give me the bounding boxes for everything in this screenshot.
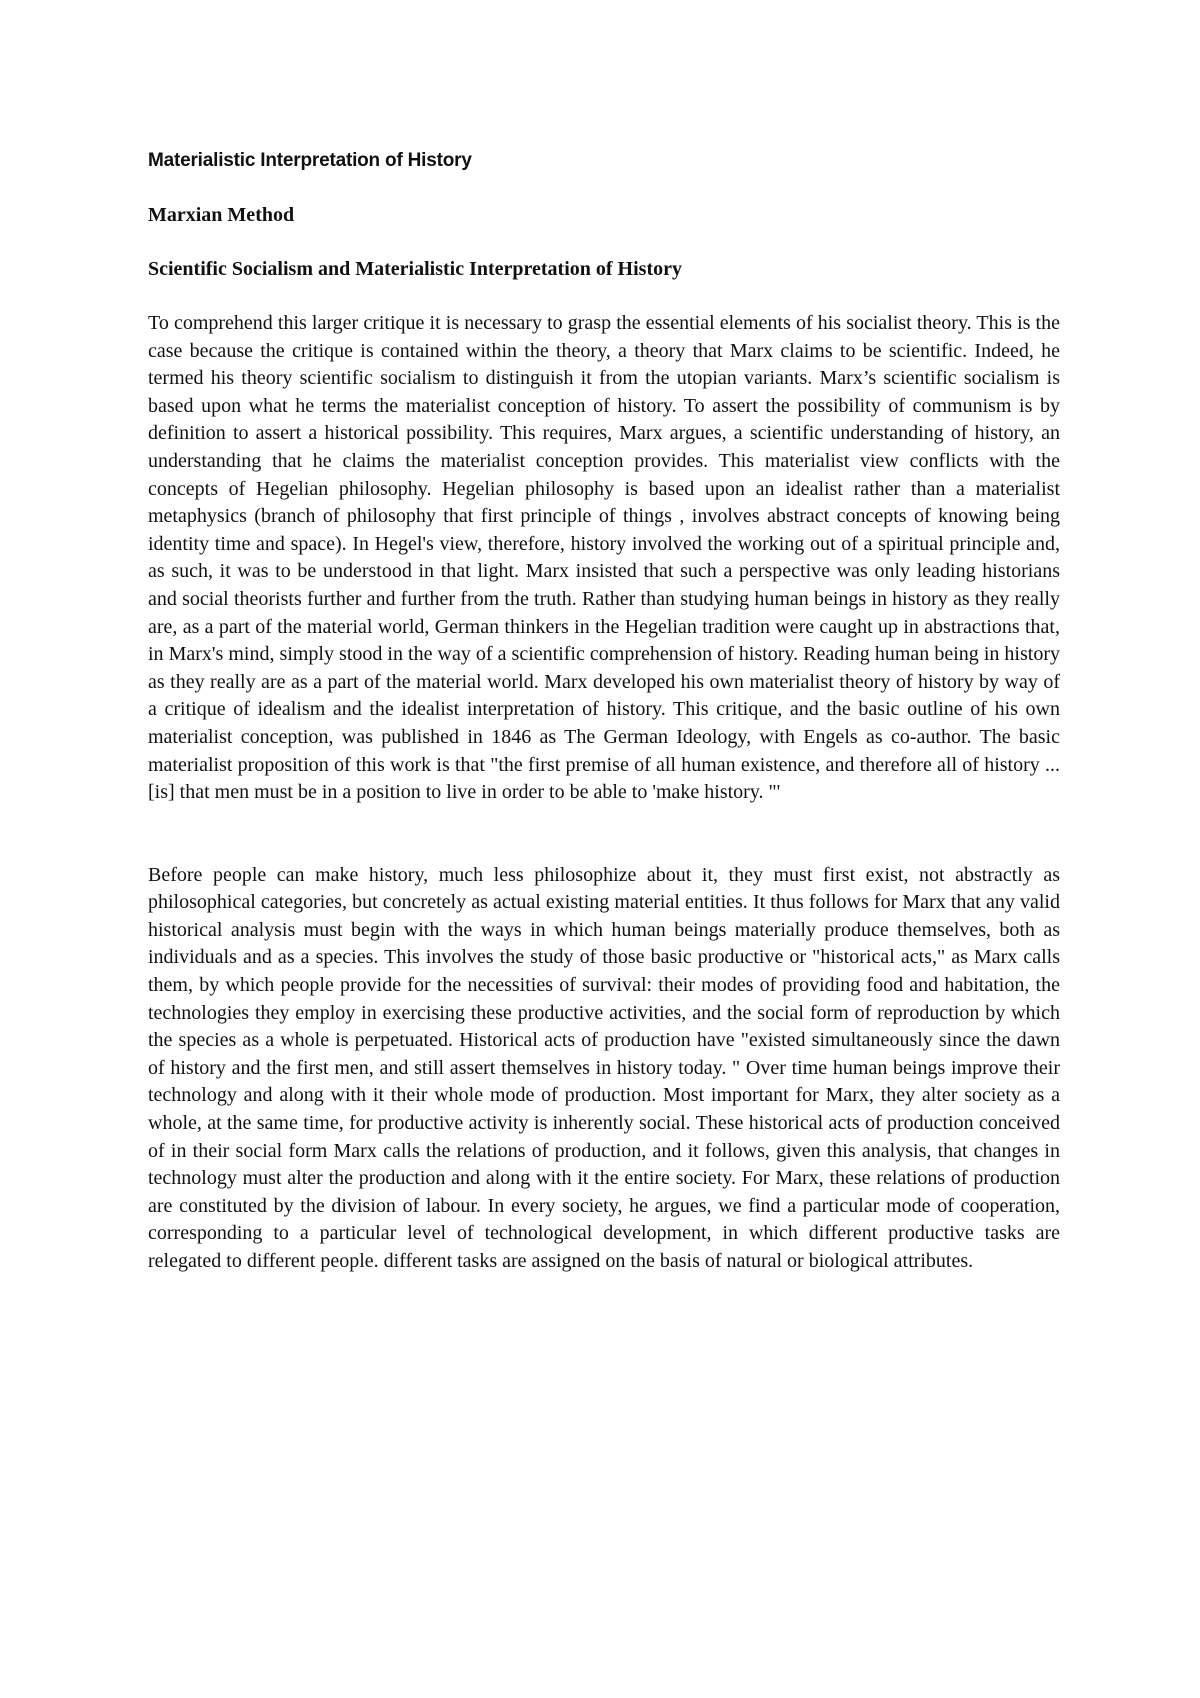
section-heading: Scientific Socialism and Materialistic Interpretation of History [148,258,682,280]
body-paragraph-1: To comprehend this larger critique it is necessary to grasp the essential elements of his socialist theory. This is the case because the critique is contained within the theory, a theory that Marx claims to be scientific. Indeed, he termed his theory scientific socialism to distinguish it from the utopian variants. Marx’s scientific socialism is based upon what he terms the materialist conception of history. To assert the possibility of communism is by definition to assert a historical possibility. This requires, Marx argues, a scientific understanding of history, an understanding that he claims the materialist conception provides. This materialist view conflicts with the concepts of Hegelian philosophy. Hegelian philosophy is based upon an idealist rather than a materialist metaphysics (branch of philosophy that first principle of things , involves abstract concepts of knowing being identity time and space). In Hegel's view, therefore, history involved the working out of a spiritual principle and, as such, it was to be understood in that light. Marx insisted that such a perspective was only leading historians and social theorists further and further from the truth. Rather than studying human beings in history as they really are, as a part of the material world, German thinkers in the Hegelian tradition were caught up in abstractions that, in Marx's mind, simply stood in the way of a scientific comprehension of history. Reading human being in history as they really are as a part of the material world. Marx developed his own materialist theory of history by way of a critique of idealism and the idealist interpretation of history. This critique, and the basic outline of his own materialist conception, was published in 1846 as The German Ideology, with Engels as co-author. The basic materialist proposition of this work is that "the first premise of all human existence, and therefore all of history ... [is] that men must be in a position to live in order to be able to 'make history. "' [148,312,1060,804]
body-paragraph-2: Before people can make history, much less philosophize about it, they must first exist, not abstractly as philosophical categories, but concretely as actual existing material entities. It thus follows for Marx that any valid historical analysis must begin with the ways in which human beings materially produce themselves, both as individuals and as a species. This involves the study of those basic productive or "historical acts," as Marx calls them, by which people provide for the necessities of survival: their modes of providing food and habitation, the technologies they employ in exercising these productive activities, and the social form of reproduction by which the species as a whole is perpetuated. Historical acts of production have "existed simultaneously since the dawn of history and the first men, and still assert themselves in history today. " Over time human beings improve their technology and along with it their whole mode of production. Most important for Marx, they alter society as a whole, at the same time, for productive activity is inherently social. These historical acts of production conceived of in their social form Marx calls the relations of production, and it follows, given this analysis, that changes in technology must alter the production and along with it the entire society. For Marx, these relations of production are constituted by the division of labour. In every society, he argues, we find a particular mode of cooperation, corresponding to a particular level of technological development, in which different productive tasks are relegated to different people. different tasks are assigned on the basis of natural or biological attributes. [148,863,1060,1272]
paragraph-spacer [148,807,1060,862]
document-content [148,148,1060,1276]
document-title: Materialistic Interpretation of History [148,150,472,171]
document-subtitle: Marxian Method [148,204,295,226]
